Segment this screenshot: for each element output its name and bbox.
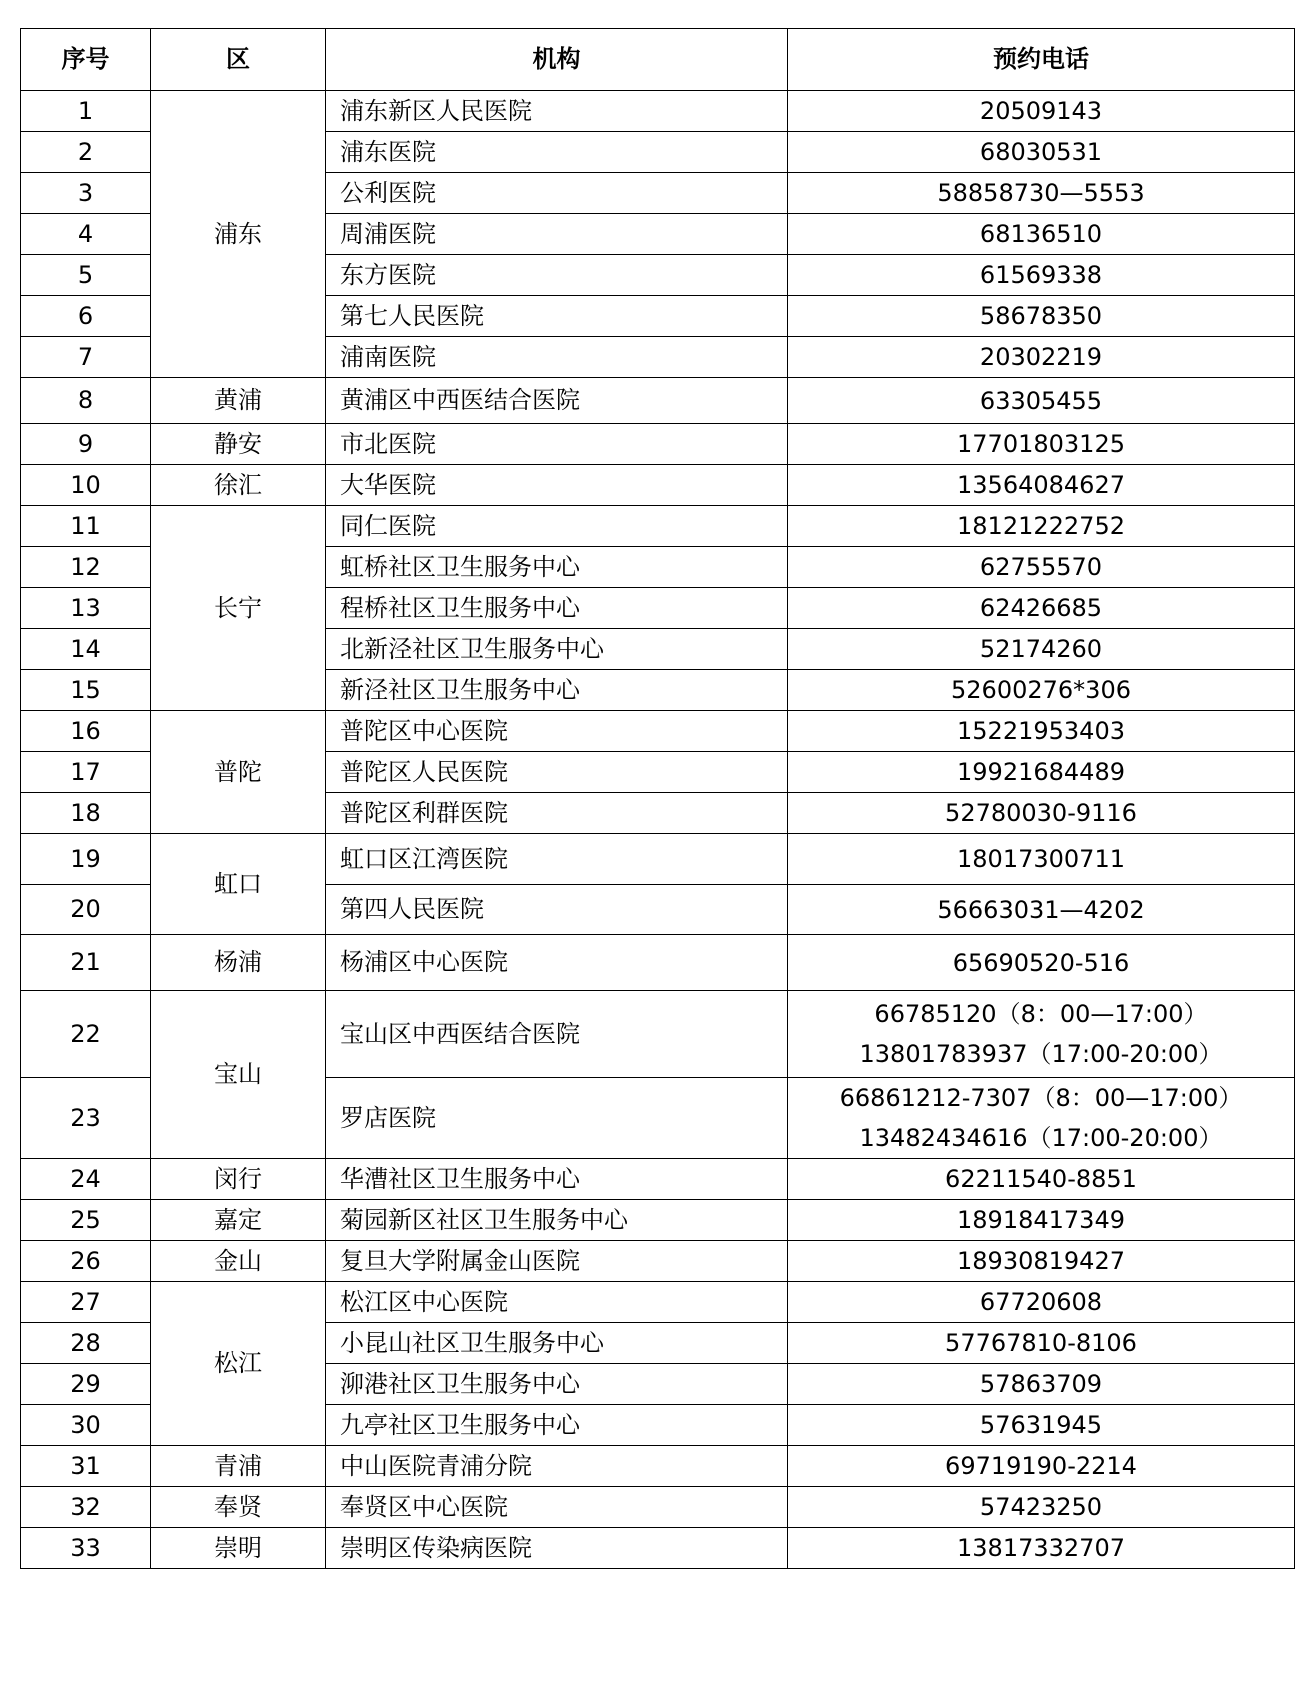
institution-cell: 菊园新区社区卫生服务中心 (326, 1200, 788, 1241)
phone-number: 18017300711 (957, 845, 1125, 873)
district-cell: 静安 (151, 424, 326, 465)
institution-cell: 崇明区传染病医院 (326, 1528, 788, 1569)
table-row (21, 424, 1295, 465)
serial-number-cell: 23 (21, 1078, 151, 1159)
phone-cell (788, 1323, 1295, 1364)
institution-cell: 第七人民医院 (326, 296, 788, 337)
phone-cell (788, 711, 1295, 752)
phone-cell (788, 885, 1295, 935)
phone-cell (788, 378, 1295, 424)
district-cell: 虹口 (151, 834, 326, 935)
phone-number: 17701803125 (957, 430, 1125, 458)
phone-number: 67720608 (979, 1288, 1103, 1316)
institution-cell: 普陀区人民医院 (326, 752, 788, 793)
table-row (21, 991, 1295, 1078)
district-cell: 松江 (151, 1282, 326, 1446)
phone-number: 57423250 (979, 1493, 1103, 1521)
phone-cell (788, 506, 1295, 547)
serial-number-cell: 26 (21, 1241, 151, 1282)
institution-cell: 华漕社区卫生服务中心 (326, 1159, 788, 1200)
district-cell: 黄浦 (151, 378, 326, 424)
serial-number-cell: 6 (21, 296, 151, 337)
district-cell: 金山 (151, 1241, 326, 1282)
phone-cell (788, 1487, 1295, 1528)
phone-number: 56663031—4202 (937, 895, 1145, 924)
serial-number-cell: 20 (21, 885, 151, 935)
phone-cell (788, 1528, 1295, 1569)
table-row (21, 711, 1295, 752)
phone-cell (788, 547, 1295, 588)
institution-cell: 程桥社区卫生服务中心 (326, 588, 788, 629)
phone-number: 52174260 (979, 635, 1103, 663)
phone-number: 52600276*306 (951, 676, 1131, 704)
serial-number-cell: 10 (21, 465, 151, 506)
phone-cell (788, 91, 1295, 132)
serial-number-cell: 25 (21, 1200, 151, 1241)
serial-number-cell: 14 (21, 629, 151, 670)
phone-cell (788, 1364, 1295, 1405)
serial-number-cell: 15 (21, 670, 151, 711)
institution-cell: 浦南医院 (326, 337, 788, 378)
phone-cell (788, 1200, 1295, 1241)
serial-number-cell: 13 (21, 588, 151, 629)
phone-cell (788, 1159, 1295, 1200)
header-appointment-phone: 预约电话 (788, 29, 1295, 91)
serial-number-cell: 27 (21, 1282, 151, 1323)
table-row (21, 465, 1295, 506)
table-row (21, 1159, 1295, 1200)
institution-cell: 泖港社区卫生服务中心 (326, 1364, 788, 1405)
phone-cell (788, 214, 1295, 255)
phone-number: 18121222752 (957, 512, 1125, 540)
serial-number-cell: 21 (21, 935, 151, 991)
phone-number: 13564084627 (957, 471, 1125, 499)
serial-number-cell: 12 (21, 547, 151, 588)
phone-number: 61569338 (979, 261, 1103, 289)
district-cell: 普陀 (151, 711, 326, 834)
institution-cell: 浦东医院 (326, 132, 788, 173)
institution-cell: 松江区中心医院 (326, 1282, 788, 1323)
institution-cell: 复旦大学附属金山医院 (326, 1241, 788, 1282)
header-row (21, 29, 1295, 91)
phone-cell (788, 132, 1295, 173)
phone-cell (788, 670, 1295, 711)
phone-cell (788, 424, 1295, 465)
header-institution: 机构 (326, 29, 788, 91)
serial-number-cell: 17 (21, 752, 151, 793)
institution-cell: 普陀区利群医院 (326, 793, 788, 834)
phone-number: 62211540-8851 (945, 1165, 1137, 1193)
table-row (21, 1528, 1295, 1569)
institution-cell: 九亭社区卫生服务中心 (326, 1405, 788, 1446)
table-row (21, 1446, 1295, 1487)
phone-cell (788, 1078, 1295, 1159)
institution-cell: 黄浦区中西医结合医院 (326, 378, 788, 424)
serial-number-cell: 28 (21, 1323, 151, 1364)
serial-number-cell: 11 (21, 506, 151, 547)
serial-number-cell: 18 (21, 793, 151, 834)
district-cell: 宝山 (151, 991, 326, 1159)
serial-number-cell: 24 (21, 1159, 151, 1200)
phone-number: 62426685 (979, 594, 1103, 622)
table-row (21, 1241, 1295, 1282)
institution-cell: 中山医院青浦分院 (326, 1446, 788, 1487)
table-row (21, 834, 1295, 885)
phone-number: 66861212-7307（8：00—17:00） (839, 1084, 1243, 1112)
institution-cell: 小昆山社区卫生服务中心 (326, 1323, 788, 1364)
serial-number-cell: 9 (21, 424, 151, 465)
district-cell: 嘉定 (151, 1200, 326, 1241)
institution-cell: 北新泾社区卫生服务中心 (326, 629, 788, 670)
phone-number: 58858730—5553 (937, 179, 1145, 207)
institution-cell: 罗店医院 (326, 1078, 788, 1159)
serial-number-cell: 33 (21, 1528, 151, 1569)
phone-number: 18930819427 (957, 1247, 1125, 1275)
serial-number-cell: 31 (21, 1446, 151, 1487)
phone-number: 69719190-2214 (945, 1452, 1137, 1480)
phone-number: 57863709 (979, 1370, 1103, 1398)
serial-number-cell: 2 (21, 132, 151, 173)
phone-cell (788, 296, 1295, 337)
phone-cell (788, 793, 1295, 834)
header-district: 区 (151, 29, 326, 91)
phone-number: 58678350 (979, 302, 1103, 330)
phone-number: 18918417349 (957, 1206, 1125, 1234)
phone-cell (788, 173, 1295, 214)
phone-cell (788, 935, 1295, 991)
phone-number: 65690520-516 (952, 948, 1130, 977)
phone-number: 20509143 (979, 97, 1103, 125)
table-row (21, 1487, 1295, 1528)
phone-number: 13482434616（17:00-20:00） (859, 1124, 1223, 1152)
phone-cell (788, 1282, 1295, 1323)
district-cell: 杨浦 (151, 935, 326, 991)
phone-number: 62755570 (979, 553, 1103, 581)
district-cell: 徐汇 (151, 465, 326, 506)
phone-cell (788, 629, 1295, 670)
appointment-phone-table (20, 28, 1295, 1569)
district-cell: 浦东 (151, 91, 326, 378)
phone-cell (788, 1446, 1295, 1487)
phone-cell (788, 588, 1295, 629)
phone-cell (788, 834, 1295, 885)
institution-cell: 杨浦区中心医院 (326, 935, 788, 991)
phone-cell (788, 1405, 1295, 1446)
institution-cell: 普陀区中心医院 (326, 711, 788, 752)
table-body (21, 91, 1295, 1569)
institution-cell: 新泾社区卫生服务中心 (326, 670, 788, 711)
serial-number-cell: 7 (21, 337, 151, 378)
table-row (21, 91, 1295, 132)
phone-number: 68136510 (979, 220, 1103, 248)
phone-number: 13817332707 (957, 1534, 1125, 1562)
phone-number: 57767810-8106 (945, 1329, 1137, 1357)
institution-cell: 市北医院 (326, 424, 788, 465)
phone-number: 52780030-9116 (945, 799, 1137, 827)
table-row (21, 506, 1295, 547)
serial-number-cell: 8 (21, 378, 151, 424)
phone-number: 13801783937（17:00-20:00） (859, 1040, 1223, 1068)
institution-cell: 虹桥社区卫生服务中心 (326, 547, 788, 588)
institution-cell: 浦东新区人民医院 (326, 91, 788, 132)
serial-number-cell: 30 (21, 1405, 151, 1446)
serial-number-cell: 5 (21, 255, 151, 296)
phone-number: 66785120（8：00—17:00） (874, 1000, 1208, 1028)
phone-number: 57631945 (979, 1411, 1103, 1439)
phone-cell (788, 1241, 1295, 1282)
table-row (21, 1200, 1295, 1241)
phone-cell (788, 991, 1295, 1078)
serial-number-cell: 22 (21, 991, 151, 1078)
phone-cell (788, 255, 1295, 296)
phone-number: 19921684489 (957, 758, 1125, 786)
phone-cell (788, 337, 1295, 378)
institution-cell: 虹口区江湾医院 (326, 834, 788, 885)
header-serial-number: 序号 (21, 29, 151, 91)
district-cell: 闵行 (151, 1159, 326, 1200)
institution-cell: 第四人民医院 (326, 885, 788, 935)
serial-number-cell: 4 (21, 214, 151, 255)
institution-cell: 公利医院 (326, 173, 788, 214)
table-row (21, 1282, 1295, 1323)
institution-cell: 周浦医院 (326, 214, 788, 255)
institution-cell: 奉贤区中心医院 (326, 1487, 788, 1528)
phone-cell (788, 752, 1295, 793)
table-row (21, 935, 1295, 991)
serial-number-cell: 16 (21, 711, 151, 752)
serial-number-cell: 3 (21, 173, 151, 214)
serial-number-cell: 29 (21, 1364, 151, 1405)
institution-cell: 东方医院 (326, 255, 788, 296)
district-cell: 青浦 (151, 1446, 326, 1487)
phone-number: 63305455 (979, 386, 1103, 415)
phone-number: 20302219 (979, 343, 1103, 371)
institution-cell: 宝山区中西医结合医院 (326, 991, 788, 1078)
institution-cell: 大华医院 (326, 465, 788, 506)
institution-cell: 同仁医院 (326, 506, 788, 547)
table-row (21, 378, 1295, 424)
phone-number: 68030531 (979, 138, 1103, 166)
phone-cell (788, 465, 1295, 506)
district-cell: 崇明 (151, 1528, 326, 1569)
serial-number-cell: 1 (21, 91, 151, 132)
phone-number: 15221953403 (957, 717, 1125, 745)
district-cell: 长宁 (151, 506, 326, 711)
district-cell: 奉贤 (151, 1487, 326, 1528)
serial-number-cell: 32 (21, 1487, 151, 1528)
serial-number-cell: 19 (21, 834, 151, 885)
